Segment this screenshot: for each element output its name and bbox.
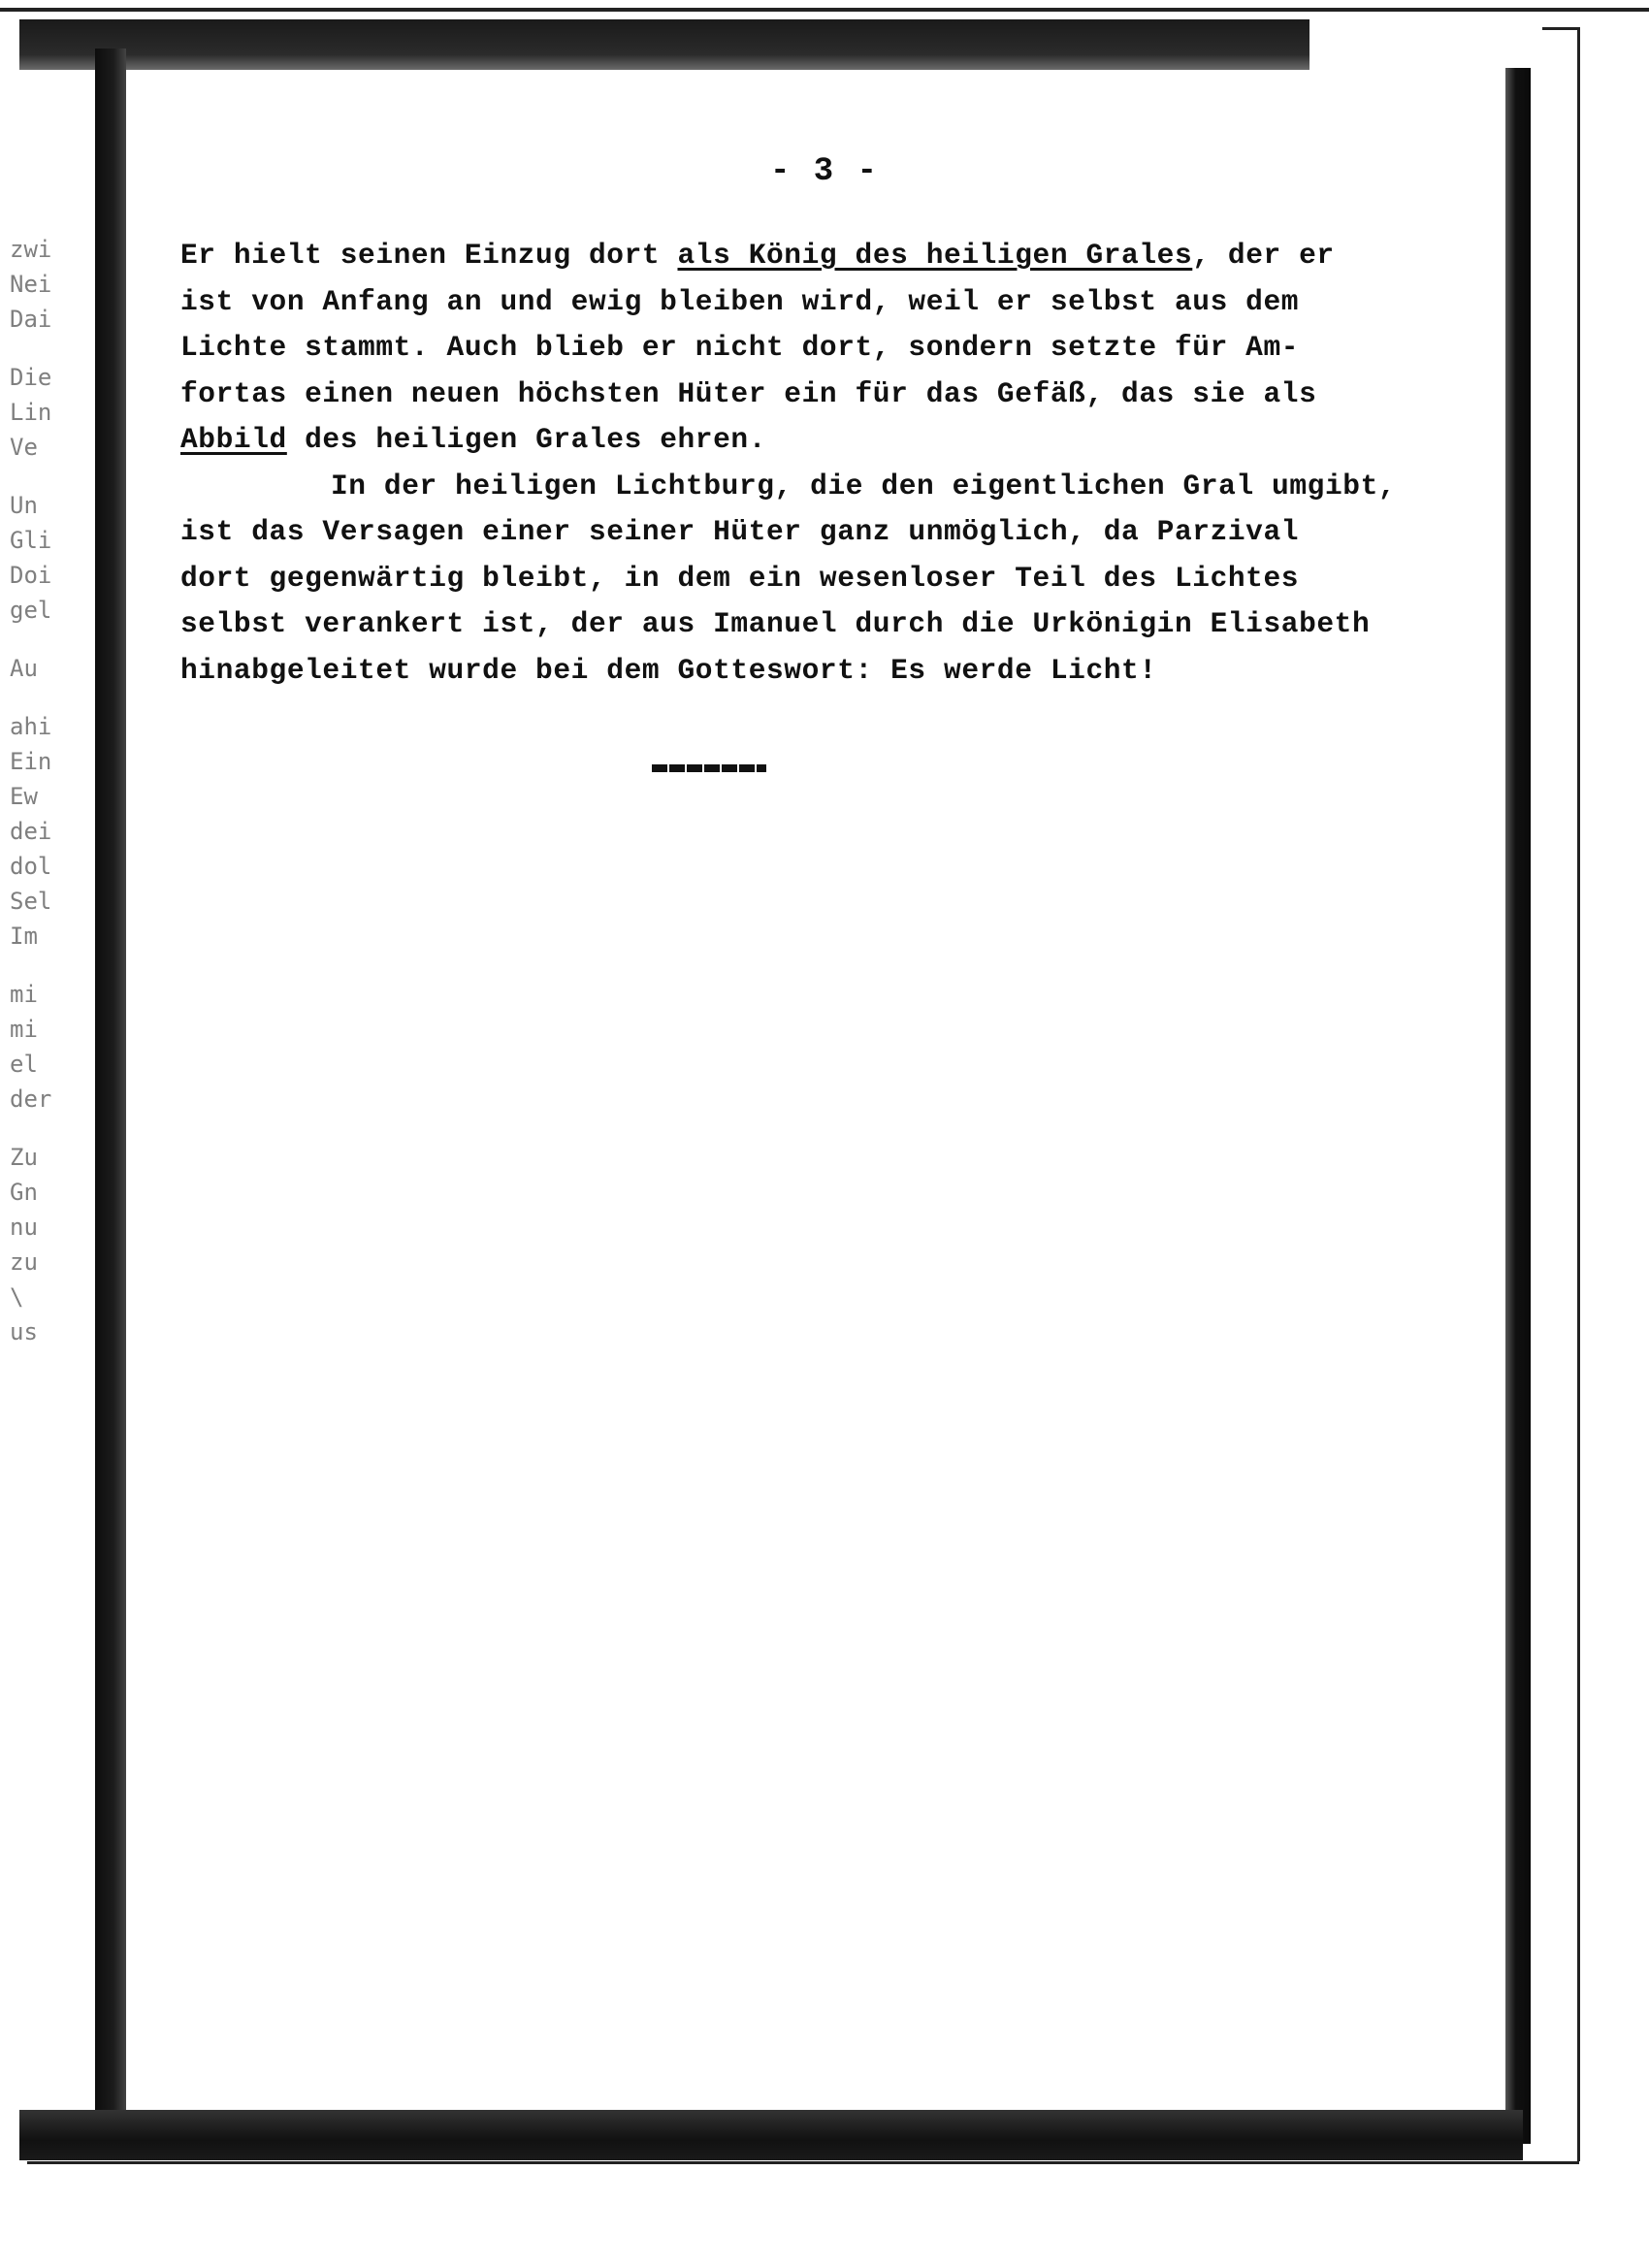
- text-segment: , der er: [1192, 239, 1335, 272]
- paragraph-2-line-1: In der heiligen Lichtburg, die den eigentlichen Gral umgibt,: [331, 469, 1397, 502]
- margin-fragment: Nei: [10, 271, 52, 298]
- top-edge-rule: [0, 8, 1649, 12]
- margin-fragment: \: [10, 1283, 24, 1311]
- margin-fragment: Ein: [10, 748, 52, 775]
- margin-fragment: [10, 629, 87, 652]
- paragraph-1-line-1: [180, 233, 1471, 279]
- end-separator: [652, 764, 766, 772]
- margin-fragment: Im: [10, 923, 38, 950]
- margin-fragment: Zu: [10, 1144, 38, 1171]
- paragraph-2-line-2: ist das Versagen einer seiner Hüter ganz unmöglich, da Parzival: [180, 515, 1300, 548]
- margin-fragment: el: [10, 1051, 38, 1078]
- paragraph-1-line-5: [180, 417, 1471, 464]
- margin-fragment: [10, 1118, 87, 1141]
- margin-fragment: [10, 466, 87, 489]
- margin-bleed-through: [10, 233, 87, 1350]
- scan-right-shadow: [1505, 68, 1531, 2144]
- paragraph-2-line-3: dort gegenwärtig bleibt, in dem ein wesenloser Teil des Lichtes: [180, 561, 1300, 595]
- margin-fragment: Gn: [10, 1179, 38, 1206]
- margin-fragment: ahi: [10, 713, 52, 740]
- margin-fragment: [10, 338, 87, 361]
- margin-fragment: Die: [10, 364, 52, 391]
- margin-fragment: dei: [10, 818, 52, 845]
- text-segment: des heiligen Grales ehren.: [286, 423, 767, 456]
- margin-fragment: dol: [10, 853, 52, 880]
- frame-right-tick: [1542, 27, 1579, 30]
- margin-fragment: Gli: [10, 527, 52, 554]
- paragraph-1-line-4: fortas einen neuen höchsten Hüter ein für das Gefäß, das sie als: [180, 376, 1317, 410]
- margin-fragment: us: [10, 1318, 38, 1345]
- margin-fragment: [10, 955, 87, 978]
- margin-fragment: mi: [10, 1016, 38, 1043]
- margin-fragment: zu: [10, 1248, 38, 1276]
- margin-fragment: der: [10, 1085, 52, 1113]
- paragraph-1-line-2: ist von Anfang an und ewig bleiben wird, weil er selbst aus dem: [180, 284, 1300, 318]
- underlined-word: Abbild: [180, 423, 287, 456]
- margin-fragment: Ew: [10, 783, 38, 810]
- margin-fragment: Doi: [10, 562, 52, 589]
- paragraph-2-line-5: hinabgeleitet wurde bei dem Gotteswort: Es werde Licht!: [180, 653, 1157, 687]
- paragraph-2-line-4: selbst verankert ist, der aus Imanuel durch die Urkönigin Elisabeth: [180, 607, 1371, 640]
- margin-fragment: mi: [10, 981, 38, 1008]
- margin-fragment: Au: [10, 655, 38, 682]
- scan-left-shadow: [95, 49, 126, 2124]
- frame-bottom-line: [27, 2161, 1579, 2164]
- text-segment: Er hielt seinen Einzug dort: [180, 239, 678, 272]
- underlined-phrase: als König des heiligen Grales: [677, 239, 1193, 272]
- page-number: - 3 -: [769, 153, 880, 190]
- margin-fragment: gel: [10, 597, 52, 624]
- scan-top-shadow: [19, 19, 1310, 70]
- document-body: [180, 233, 1471, 694]
- margin-fragment: [10, 687, 87, 710]
- scan-bottom-shadow: [19, 2110, 1523, 2160]
- margin-fragment: Lin: [10, 399, 52, 426]
- margin-fragment: zwi: [10, 236, 52, 263]
- margin-fragment: Ve: [10, 434, 38, 461]
- paragraph-1-line-3: Lichte stammt. Auch blieb er nicht dort, sondern setzte für Am-: [180, 331, 1300, 364]
- margin-fragment: nu: [10, 1214, 38, 1241]
- margin-fragment: Dai: [10, 306, 52, 333]
- frame-right-line: [1577, 27, 1580, 2161]
- margin-fragment: Un: [10, 492, 38, 519]
- margin-fragment: Sel: [10, 888, 52, 915]
